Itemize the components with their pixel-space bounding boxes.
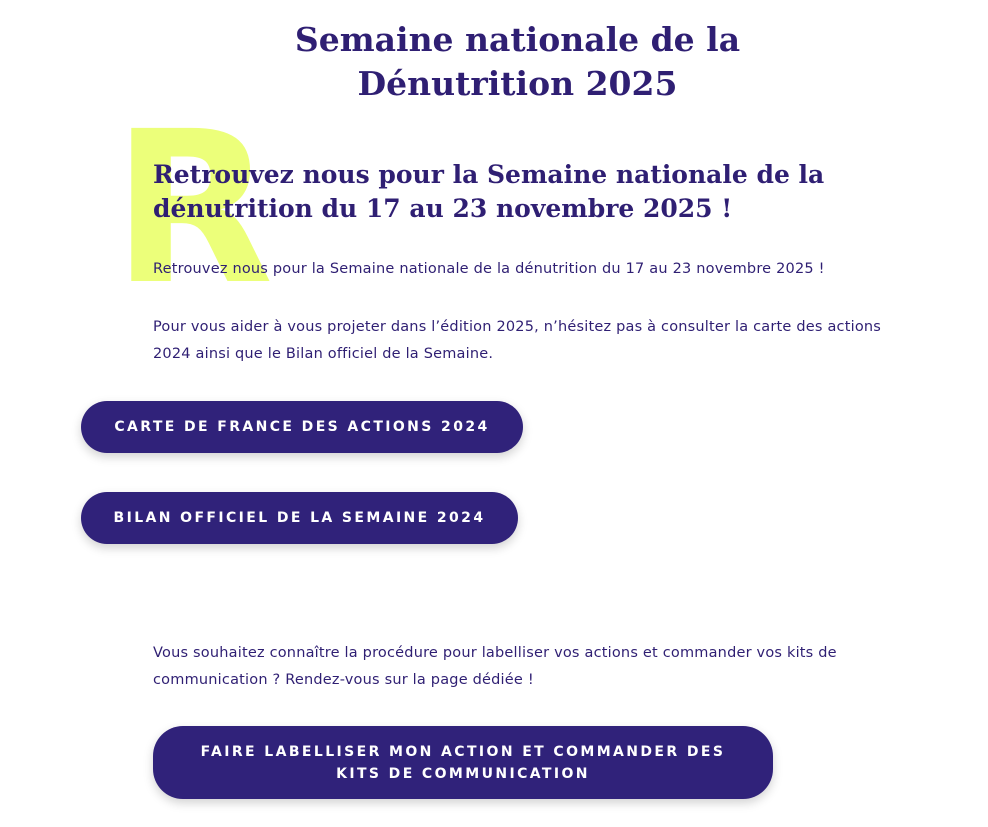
label-action-order-kits-button[interactable]: FAIRE LABELLISER MON ACTION ET COMMANDER DES KITS DE COMMUNICATION [153, 726, 773, 799]
page-title-line-1: Semaine nationale de la [294, 20, 741, 59]
section-heading: Retrouvez nous pour la Semaine nationale de la dénutrition du 17 au 23 novembre 2025 ! [153, 160, 825, 223]
official-report-2024-button[interactable]: BILAN OFFICIEL DE LA SEMAINE 2024 [81, 492, 518, 544]
info-paragraph: Pour vous aider à vous projeter dans l’édition 2025, n’hésitez pas à consulter la carte des actions 2024 ainsi que le Bilan officiel de la Semaine. [153, 319, 882, 362]
decorative-letter: R [112, 86, 274, 331]
labelling-paragraph: Vous souhaitez connaître la procédure pour labelliser vos actions et commander vos kits de communication ? Rendez-vous sur la page dédiée ! [153, 645, 837, 688]
page-title-line-2: Dénutrition 2025 [357, 64, 678, 103]
intro-paragraph: Retrouvez nous pour la Semaine nationale de la dénutrition du 17 au 23 novembre 2025 ! [153, 261, 825, 277]
map-actions-2024-button[interactable]: CARTE DE FRANCE DES ACTIONS 2024 [81, 401, 523, 453]
